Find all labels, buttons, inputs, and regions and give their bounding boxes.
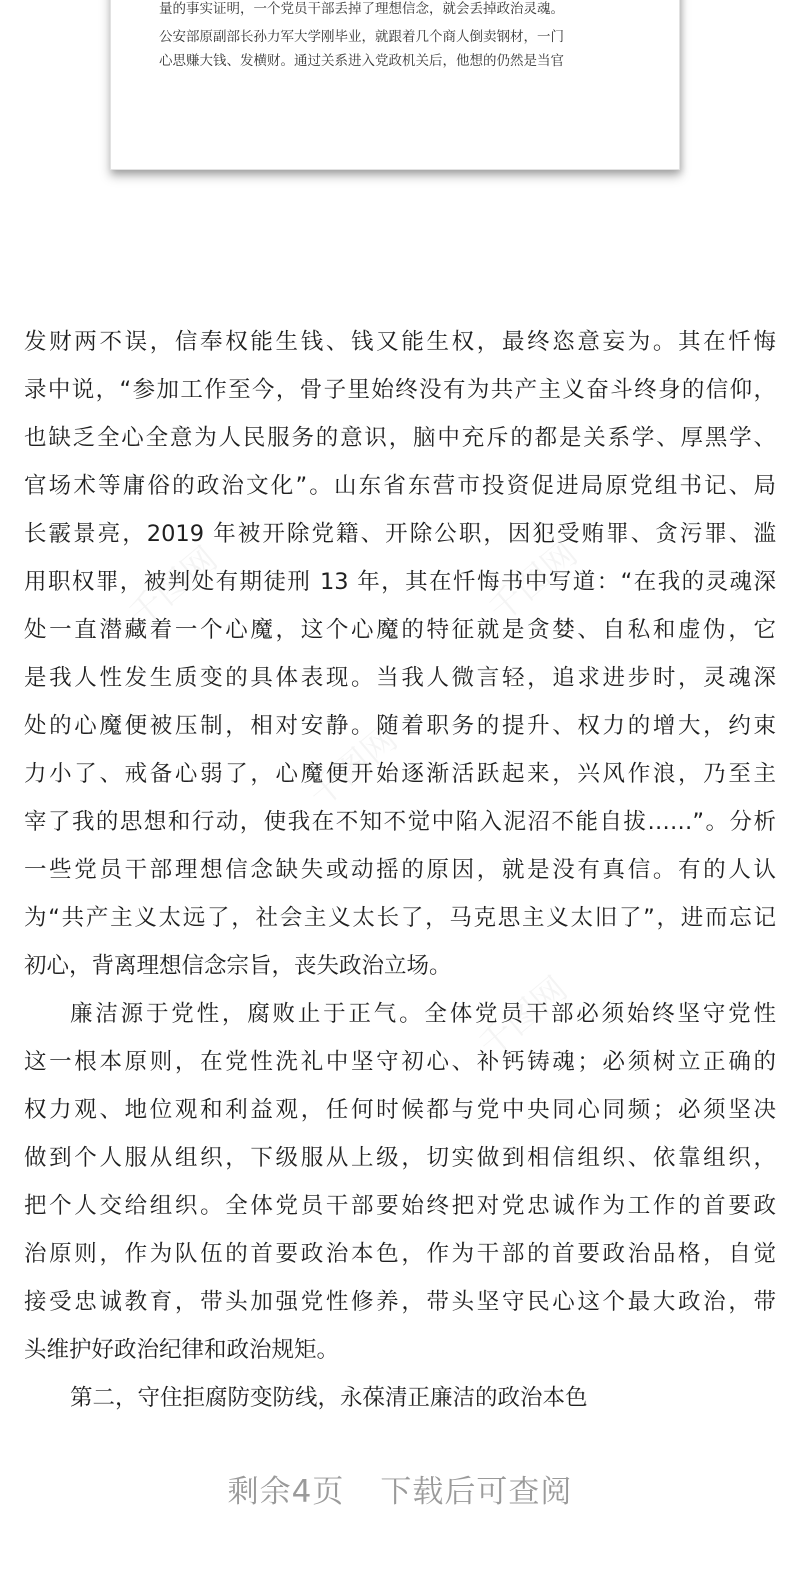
text-line: 做到个人服从组织，下级服从上级，切实做到相信组织、依靠组织，	[24, 1145, 776, 1171]
text-line: 接受忠诚教育，带头加强党性修养，带头坚守民心这个最大政治，带	[24, 1289, 776, 1315]
previous-page-preview	[110, 0, 680, 170]
preview-line: 心思赚大钱、发横财。通过关系进入党政机关后，他想的仍然是当官	[159, 53, 564, 69]
text-line: 长霰景亮，2019 年被开除党籍、开除公职，因犯受贿罪、贪污罪、滥	[24, 521, 776, 547]
text-line: 廉洁源于党性，腐败止于正气。全体党员干部必须始终坚守党性	[70, 1001, 776, 1027]
text-line: 一些党员干部理想信念缺失或动摇的原因，就是没有真信。有的人认	[24, 857, 776, 883]
text-line: 处的心魔便被压制，相对安静。随着职务的提升、权力的增大，约束	[24, 713, 776, 739]
text-line: 是我人性发生质变的具体表现。当我人微言轻，追求进步时，灵魂深	[24, 665, 776, 691]
download-to-read-prompt[interactable]	[0, 1466, 800, 1511]
text-line: 第二，守住拒腐防变防线，永葆清正廉洁的政治本色	[70, 1385, 588, 1411]
text-line: 为“共产主义太远了，社会主义太长了，马克思主义太旧了”，进而忘记	[24, 905, 776, 931]
text-line: 力小了、戒备心弱了，心魔便开始逐渐活跃起来，兴风作浪，乃至主	[24, 761, 776, 787]
document-body	[24, 318, 776, 1422]
text-line: 录中说，“参加工作至今，骨子里始终没有为共产主义奋斗终身的信仰，	[24, 377, 776, 403]
text-line: 头维护好政治纪律和政治规矩。	[24, 1337, 340, 1363]
text-line: 处一直潜藏着一个心魔，这个心魔的特征就是贪婪、自私和虚伪，它	[24, 617, 776, 643]
text-line: 初心，背离理想信念宗旨，丧失政治立场。	[24, 953, 452, 979]
text-line: 发财两不误，信奉权能生钱、钱又能生权，最终恣意妄为。其在忏悔	[24, 329, 776, 355]
text-line: 这一根本原则，在党性洗礼中坚守初心、补钙铸魂；必须树立正确的	[24, 1049, 776, 1075]
download-hint-label: 下载后可查阅	[380, 1474, 573, 1510]
text-line: 用职权罪，被判处有期徒刑 13 年，其在忏悔书中写道：“在我的灵魂深	[24, 569, 776, 595]
text-line: 也缺乏全心全意为人民服务的意识，脑中充斥的都是关系学、厚黑学、	[24, 425, 776, 451]
text-line: 官场术等庸俗的政治文化”。山东省东营市投资促进局原党组书记、局	[24, 473, 776, 499]
text-line: 把个人交给组织。全体党员干部要始终把对党忠诚作为工作的首要政	[24, 1193, 776, 1219]
preview-line: 量的事实证明，一个党员干部丢掉了理想信念，就会丢掉政治灵魂。	[159, 1, 564, 17]
text-line: 宰了我的思想和行动，使我在不知不觉中陷入泥沼不能自拔……”。分析	[24, 809, 776, 835]
text-line: 权力观、地位观和利益观，任何时候都与党中央同心同频；必须坚决	[24, 1097, 776, 1123]
preview-line: 公安部原副部长孙力军大学刚毕业，就跟着几个商人倒卖钢材，一门	[159, 29, 564, 45]
text-line: 治原则，作为队伍的首要政治本色，作为干部的首要政治品格，自觉	[24, 1241, 776, 1267]
remaining-pages-label: 剩余4页	[227, 1474, 345, 1510]
